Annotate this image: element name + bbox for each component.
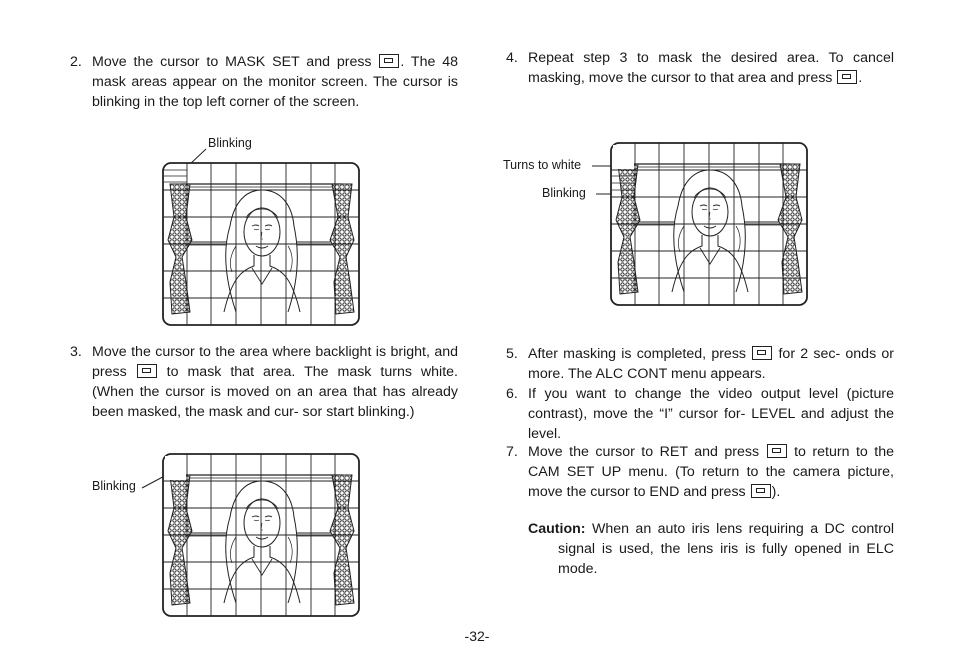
set-button-icon [751,484,771,498]
step-text: If you want to change the video output level (picture contrast), move the “I” cursor for- LEVEL and adjust the level. [528,386,894,442]
step-number: 2. [70,54,82,70]
step-text: Move the cursor to RET and press [528,444,760,460]
caution-text: When an auto iris lens requiring a DC control signal is used, the lens iris is fully opened in ELC mode. [558,521,894,577]
page-number: -32- [464,628,490,644]
set-button-icon [767,444,787,458]
step-number: 6. [506,386,518,402]
set-button-icon [379,54,399,68]
monitor-figure-1 [162,162,360,326]
set-button-icon [752,346,772,360]
step-4 [506,48,894,88]
step-number: 3. [70,344,82,360]
step-text: Move the cursor to MASK SET and press [92,54,372,70]
step-text: to return to the CAM SET UP menu. (To return to the camera picture, move the cursor to END and press [528,444,894,500]
monitor-figure-3 [610,142,808,306]
figure-label-blinking: Blinking [92,479,136,493]
step-number: 5. [506,346,518,362]
step-text: ). [771,484,781,500]
step-number: 4. [506,50,518,66]
step-5 [506,344,894,384]
step-text: Move the cursor to the area where backlight is bright, and press [92,344,458,380]
step-text: to mask that area. The mask turns white. (When the cursor is moved on an area that has already been masked, the mask and cur- sor start blinking.) [92,364,458,420]
caution-label: Caution: [528,521,586,537]
step-7 [506,442,894,502]
step-number: 7. [506,444,518,460]
set-button-icon [837,70,857,84]
step-2 [70,52,459,112]
step-text: . [858,70,863,86]
step-6 [506,384,894,444]
step-text: . The 48 mask areas appear on the monitor screen. The cursor is blinking in the top left corner of the screen. [92,54,459,110]
step-3 [70,342,458,422]
step-text: Repeat step 3 to mask the desired area. To cancel masking, move the cursor to that area and press [528,50,894,86]
caution-note [528,519,894,579]
step-text: After masking is completed, press [528,346,747,362]
step-text: for 2 sec- onds or more. The ALC CONT menu appears. [528,346,894,382]
figure-label-turns-to-white: Turns to white [503,158,582,172]
figure-label-blinking: Blinking [542,186,586,200]
set-button-icon [137,364,157,378]
monitor-figure-2 [162,453,360,617]
figure-label-blinking: Blinking [208,136,252,150]
